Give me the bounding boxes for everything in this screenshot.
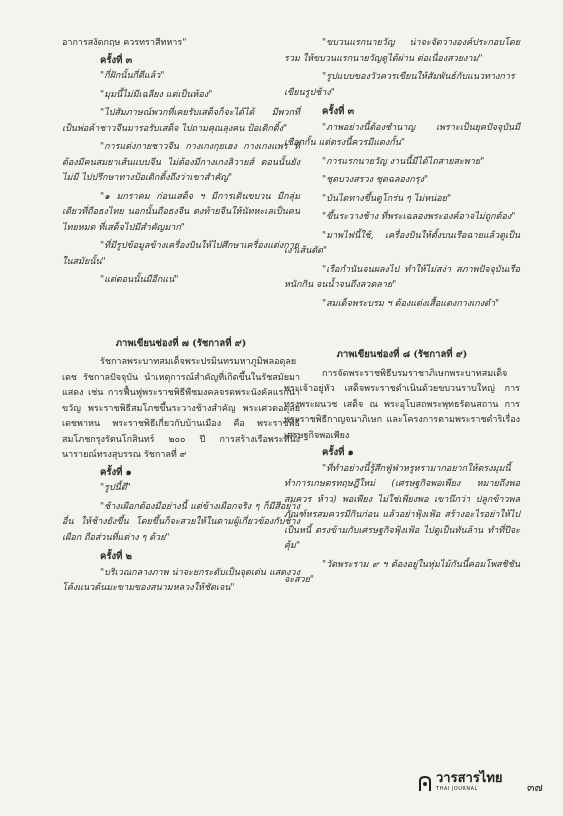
quote: "ขึ้นระวางช้าง ที่พระเฉลองพระองค์อาจไม่ถูกต้อง" <box>322 212 516 222</box>
quote: "ขบวนแรกนายวัญ น่าจะจัดวางองค์ประกอบโดยรวม ให้ขบวนแรกนายวัญดูได้ผ่าน ต่อเนื่องสวยงาม" <box>284 38 520 64</box>
page-number: ๓๗ <box>527 781 543 794</box>
left-column <box>62 36 300 600</box>
quote: "ชุดบวงสรวง ชุดฉลองกรุง" <box>322 175 429 185</box>
quote: "สมเด็จพระบรม ฯ ต้องแต่งเสื้อแดงกางเกงดำ" <box>322 298 500 309</box>
body-paragraph: การจัดพระราชพิธีบรมราชาภิเษกพระบาทสมเด็จพระเจ้าอยู่หัว เสด็จพระราชดำเนินด้วยขบวนราบใหญ่ การทรงพระผนวช เสด็จ ณ พระอุโบสถพระพุทธรัตนสถาน การพระราชพิธีกาญจนาภิเษก และโครงการตามพระราชดำริเรื่องเศรษฐกิจพอเพียง <box>284 368 520 441</box>
quote: "บริเวณกลางภาพ น่าจะยกระดับเป็นจุดเด่น แสดงวงโค้งแนวต้นมะขามของสนามหลวงให้ชัดเจน" <box>62 567 300 593</box>
round-heading: ครั้งที่ ๓ <box>100 54 133 66</box>
body-paragraph: รัชกาลพระบาทสมเด็จพระปรมินทรมหาภูมิพลอดุลยเดช รัชกาลปัจจุบัน นำเหตุการณ์สำคัญที่เกิดขึ้นในรัชสมัยมาแสดง เช่น การฟื้นฟูพระราชพิธีพืชมงคลจรดพระนังคัลแรกนาขวัญ พระราชพิธีสมโภชขึ้นระวางช้างสำคัญ พระเศวตอดุลยเดชพาหน พระราชพิธีเกี่ยวกับบ้านเมือง คือ พระราชพิธีสมโภชกรุงรัตนโกสินทร์ ๒๐๐ ปี การสร้างเรือพระที่นั่งนารายณ์ทรงสุบรรณ รัชกาลที่ ๙ <box>62 357 300 460</box>
journal-logo <box>418 771 503 794</box>
section-heading-7: ภาพเขียนช่องที่ ๗ (รัชกาลที่ ๙) <box>115 337 247 349</box>
quote: "รูปแบบของวัวควรเขียนให้สัมพันธ์กับแนวทางการเขียนรูปช้าง" <box>284 72 515 98</box>
text-line: อาการสงัดกฤษ ควรทราสีทหาร" <box>62 38 187 48</box>
quote: "ที่มีรูปข้อมูลข้างเครื่องบินให้ไปศึกษาเครื่องแต่งกายในสมัยนั้น" <box>62 241 300 267</box>
quote: "ไปสัมภาษณ์พวกที่เคยรับเสด็จก็จะได้ได้ มีพวกที่เป็นพ่อค้าชาวจีนมารอรับเสด็จ ไปถามคุณลุงคน ป้อเติกติ้ง" <box>62 108 300 134</box>
quote: "รูปนี้ดี" <box>100 483 131 493</box>
quote: "การแต่งกายชาวจีน กางเกงกุยเฮง กางเกงแพร ที่ต้องมีคนสมยาเส้นแบบจีน ไม่ต้องมีกางเกงลิวายส์ ตอนนั้นยังไม่มี ไปปรึกษาทางป้อเติกติ้งถึงว่าเขาสำคัญ" <box>62 142 300 183</box>
round-heading: ครั้งที่ ๑ <box>322 447 354 458</box>
quote: "๑ มกราคม ก่อนเสด็จ ฯ มีการเดินขบวน มีกลุ่มเดียวที่ถือธงไทย นอกนั้นถือธงจีน ตงท้ายจีนให้นัทหะเลเป็นคนไทยหมด ที่เสด็จไปมีสำคัญมาก" <box>62 191 300 233</box>
quote: "ที่ทำอย่างนี้รู้สึกฟู่ฟ่าหรูหรามากอยากให้ตรงมุมนี้ทำการเกษตรทฤษฎีใหม่ (เศรษฐกิจพอเพียง หมายถึงพอสมควร ห้าว) พอเพียง ไม่ใช่เพียงพอ เขานึกว่า ปลูกข้าวพลภัณฑ์หรสมควรมีกินก่อน แล้วอย่าฟุ้งเฟ้อ สร้างอะไรอย่าให้ไปเป็นหนี้ ตรงข้ามกับเศรษฐกิจฟุ้งเฟ้อ ไปดูเป็นทันล้าน ทำที่ปีจะคุ้ม" <box>284 463 520 551</box>
quote: "กี่ฝักนั้นกี่ตีแล้ว" <box>100 71 165 81</box>
round-heading: ครั้งที่ ๓ <box>322 106 355 117</box>
quote: "เรือกำนันจนผลงไป ทำให้ไม่สง่า สภาพปัจจุบันเรือหนักกิน จนน้ำจนถึงลวดลาย" <box>284 264 520 290</box>
logo-subtitle: THAI JOURNAL <box>436 786 478 792</box>
logo-icon <box>418 775 432 793</box>
quote: "วัดพระราม ๙ ฯ ต้องอยู่ในหุ่มไม้กันนี้คอมโพสชิชันจะสวย" <box>284 559 520 585</box>
quote: "แต่ตอนนั้นมีอีกแน่" <box>100 275 179 285</box>
quote: "ภาพอย่างนี้ต้องชำนาญ เพราะเป็นยุคปัจจุบันมีเชือกกั้น แต่ตรงนี้ควรมีแดงกั้น" <box>284 122 520 148</box>
round-heading: ครั้งที่ ๒ <box>100 551 132 562</box>
quote: "การแรกนายวัญ งานนี้มีได้ไถสายสะพาย" <box>322 156 485 167</box>
section-heading-8: ภาพเขียนช่องที่ ๘ (รัชกาลที่ ๙) <box>336 349 468 360</box>
quote: "บันไดทางขึ้นดูโกร่น ๆ ไม่หน่อย" <box>322 193 452 204</box>
quote: "ช้างเผือกต้องมือย่างนี้ แต่ข้างเผือกจริง ๆ ก็มีสีอย่างอื่น ให้ช้างยังขึ้น โดยขึ้นก็จะสวยให้ในตามผู้เกี่ยวข้องกับช้างเผือก ถือส่วนที่แต่าง ๆ ด้วย" <box>62 501 300 543</box>
round-heading: ครั้งที่ ๑ <box>100 466 132 478</box>
quote: "มุมนี้ไม่มีเฉลียง แต่เป็นห้อง" <box>100 89 213 100</box>
quote: "มาพไฟนี้ใช้, เครื่องบินให้ตั้งบนเรือฉายแล้วดูเป็นเงาเส้นตัด" <box>284 230 520 256</box>
logo-title: วารสารไทย <box>436 771 503 786</box>
right-column <box>284 36 520 592</box>
